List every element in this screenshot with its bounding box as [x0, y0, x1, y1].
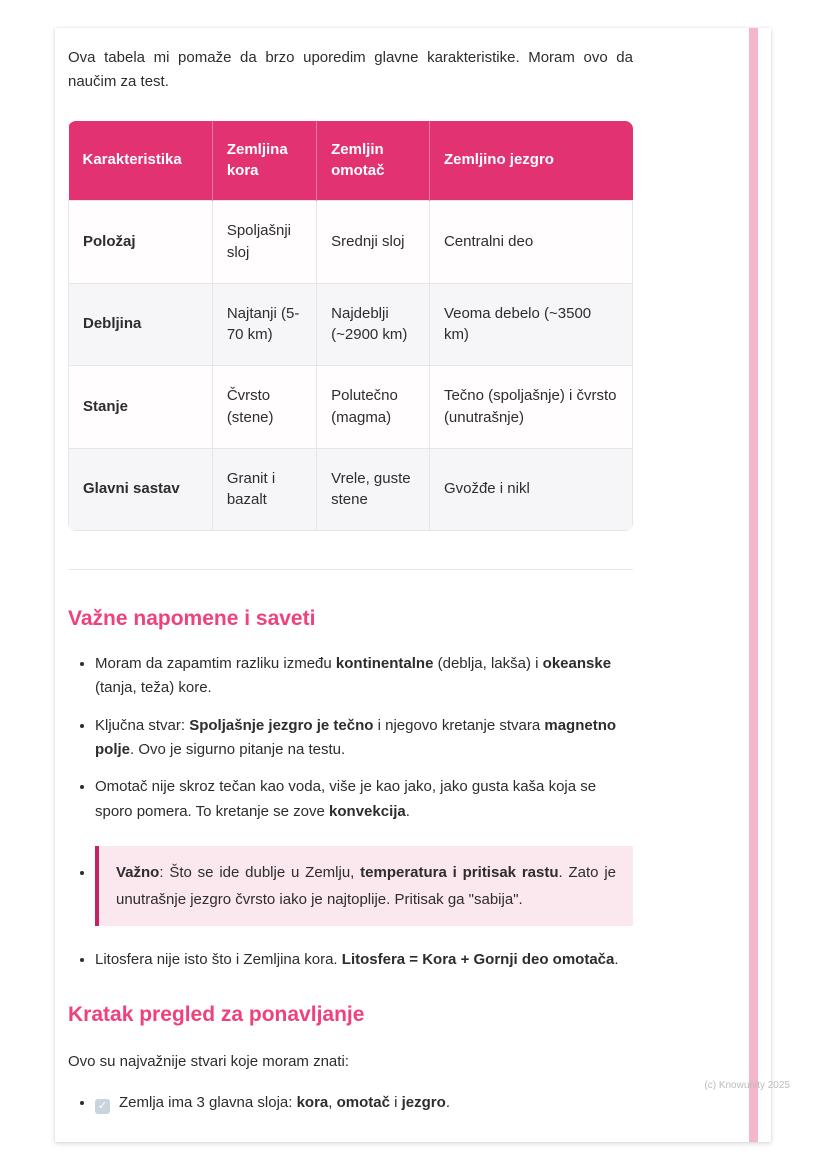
table-cell: Srednji sloj [317, 201, 430, 284]
bold-segment: konvekcija [329, 802, 406, 820]
text-segment: i njegovo kretanje stvara [373, 716, 545, 734]
text-segment: (deblja, lakša) i [433, 655, 543, 673]
bold-segment: kora [296, 1093, 329, 1111]
bold-segment: Spoljašnje jezgro je tečno [189, 716, 374, 734]
intro-paragraph: Ova tabela mi pomaže da brzo uporedim glavne karakteristike. Moram ovo da naučim za test. [68, 49, 633, 91]
table-cell: Debljina [69, 283, 213, 366]
table-header-row [69, 121, 633, 201]
table-cell: Gvožđe i nikl [429, 448, 632, 531]
bold-segment: kontinentalne [335, 655, 434, 673]
important-callout [95, 846, 633, 926]
text-segment: Litosfera nije isto što i Zemljina kora. [95, 950, 342, 968]
table-row-glavni-sastav [69, 448, 633, 531]
copyright-watermark: (c) Knowunity 2025 [704, 1080, 790, 1091]
table-header-zemljina-kora: Zemljina kora [212, 121, 316, 201]
table-header-zemljino-jezgro: Zemljino jezgro [429, 121, 632, 201]
table-cell: Najdeblji (~2900 km) [317, 283, 430, 366]
text-segment: (tanja, teža) kore. [95, 679, 212, 697]
page-edge-stripe [749, 28, 758, 1142]
notes-heading: Važne napomene i saveti [68, 607, 316, 631]
checkbox-checked-icon: ✓ [95, 1099, 110, 1114]
notes-list [68, 652, 633, 972]
table-cell: Vrele, guste stene [317, 448, 430, 531]
table-cell: Polutečno (magma) [317, 366, 430, 449]
note-content [68, 28, 633, 1128]
text-segment: Moram da zapamtim razliku između [95, 655, 336, 673]
bold-segment: temperatura i pritisak rastu [360, 863, 559, 881]
text-segment: . [405, 802, 410, 820]
text-segment: . Zato je unutrašnje jezgro čvrsto iako je najtoplije. Pritisak ga "sabija". [116, 863, 617, 908]
review-intro: Ovo su najvažnije stvari koje moram znati: [68, 1053, 349, 1071]
document-page [55, 28, 771, 1142]
bold-segment: magnetno polje [95, 716, 617, 758]
text-segment: . [614, 950, 619, 968]
list-item [95, 775, 633, 824]
table-cell: Centralni deo [429, 201, 632, 284]
bold-segment: omotač [336, 1093, 390, 1111]
list-item [95, 714, 633, 763]
table-header-karakteristika: Karakteristika [69, 121, 213, 201]
table-cell: Glavni sastav [69, 448, 213, 531]
table-row-stanje [69, 366, 633, 449]
bold-segment: Važno [116, 863, 160, 881]
text-segment: Omotač nije skroz tečan kao voda, više je kao jako, jako gusta kaša koja se sporo pomera. To kretanje se zove [95, 778, 597, 820]
bold-segment: okeanske [542, 655, 612, 673]
table-row-debljina [69, 283, 633, 366]
bold-segment: jezgro [401, 1093, 446, 1111]
table-cell: Stanje [69, 366, 213, 449]
list-item-callout [95, 846, 633, 926]
table-cell: Granit i bazalt [212, 448, 316, 531]
text-segment: . [445, 1093, 450, 1111]
text-segment: i [389, 1093, 402, 1111]
table-header-zemljin-omotac: Zemljin omotač [317, 121, 430, 201]
bold-segment: Litosfera = Kora + Gornji deo omotača [341, 950, 615, 968]
table-cell: Položaj [69, 201, 213, 284]
table-cell: Čvrsto (stene) [212, 366, 316, 449]
review-heading: Kratak pregled za ponavljanje [68, 1003, 365, 1027]
table-row-polozaj [69, 201, 633, 284]
table-cell: Najtanji (5-70 km) [212, 283, 316, 366]
text-segment: , [328, 1093, 337, 1111]
section-divider [68, 569, 633, 570]
table-cell: Tečno (spoljašnje) i čvrsto (unutrašnje) [429, 366, 632, 449]
table-cell: Spoljašnji sloj [212, 201, 316, 284]
list-item [95, 652, 633, 701]
checklist-item [95, 1091, 633, 1115]
text-segment: . Ovo je sigurno pitanje na testu. [130, 741, 346, 758]
table-cell: Veoma debelo (~3500 km) [429, 283, 632, 366]
list-item [95, 948, 633, 972]
text-segment: Zemlja ima 3 glavna sloja: [119, 1093, 297, 1111]
text-segment: Ključna stvar: [95, 716, 190, 734]
comparison-table-wrap [68, 121, 633, 532]
checklist [68, 1091, 633, 1115]
text-segment: : Što se ide dublje u Zemlju, [159, 863, 361, 881]
comparison-table [68, 121, 633, 532]
